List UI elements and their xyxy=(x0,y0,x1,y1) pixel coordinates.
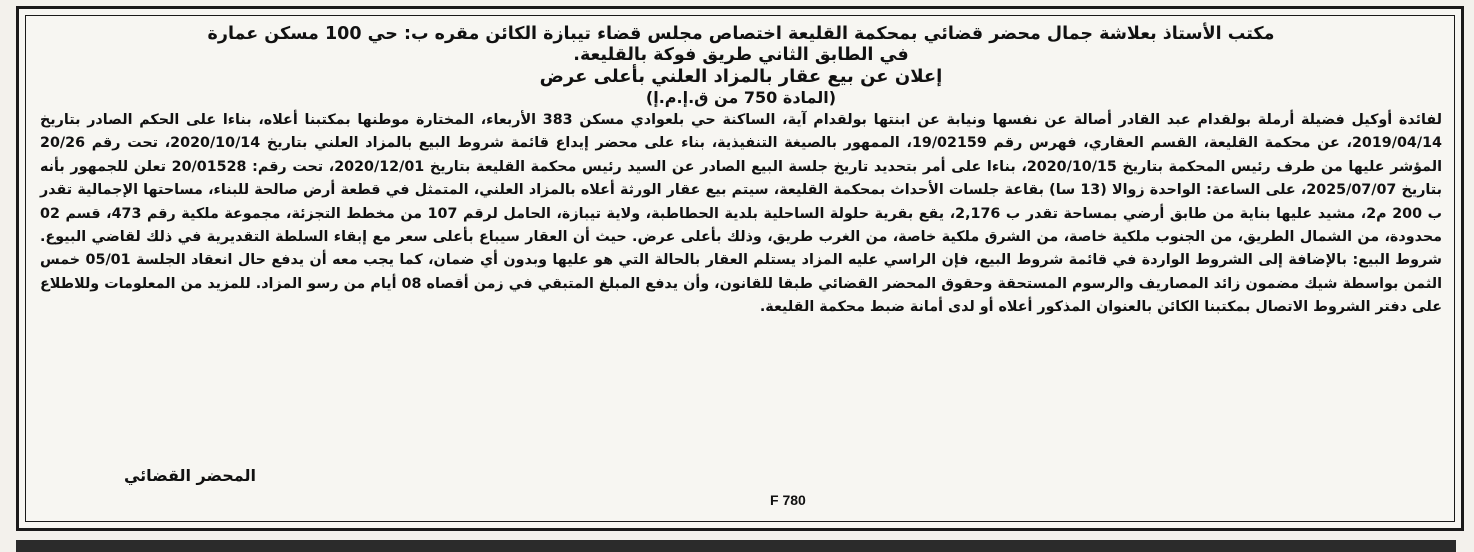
notice-content xyxy=(40,24,1442,513)
notice-title: إعلان عن بيع عقار بالمزاد العلني بأعلى عرض xyxy=(539,66,943,87)
office-address-line1: مكتب الأستاذ بعلاشة جمال محضر قضائي بمحكمة القليعة اختصاص مجلس قضاء تيبازة الكائن مقره ب: حي 100 مسكن عمارة xyxy=(207,24,1275,44)
notice-body: لفائدة أوكيل فضيلة أرملة بولقدام عبد القادر أصالة عن نفسها ونيابة عن ابنتها بولقدام آية، الساكنة حي بلعوادي مسكن 383 الأربعاء، المختارة موطنها بمكتبنا أعلاه، بناءا على الحكم الصادر بتاريخ 2019/04/14، عن محكمة القليعة، القسم العقاري، فهرس رقم 19/02159، الممهور بالصيغة التنفيذية، بناء على محضر إيداع قائمة شروط البيع بالمزاد العلني بتاريخ 2020/10/14، تحت رقم 20/26 المؤشر عليها من طرف رئيس المحكمة بتاريخ 2020/10/15، بناءا على أمر بتحديد تاريخ جلسة البيع الصادر عن السيد رئيس محكمة القليعة بتاريخ 2020/12/01، تحت رقم: 20/01528 تعلن للجمهور بأنه بتاريخ 2025/07/07، على الساعة: الواحدة زوالا (13 سا) بقاعة جلسات الأحداث بمحكمة القليعة، سيتم بيع عقار الورثة أعلاه بالمزاد العلني، المتمثل في قطعة أرض صالحة للبناء، مساحتها الإجمالية تقدر ب 200 م2، مشيد عليها بناية من طابق أرضي بمساحة تقدر ب 2,176، يقع بقرية حلولة الساحلية بلدية الحطاطبة، ولاية تيبازة، الحامل لرقم 107 من مخطط التجزئة، مجموعة ملكية رقم 473، قسم 02 محدودة، من الشمال الطريق، من الجنوب ملكية خاصة، من الشرق ملكية خاصة، من الغرب طريق، وذلك بأعلى عرض. حيث أن العقار سيباع بأعلى سعر مع إبقاء السلطة التقديرية في ذلك لقاضي البيوع. شروط البيع: بالإضافة إلى الشروط الواردة في قائمة شروط البيع، فإن الراسي عليه المزاد يستلم العقار بالحالة التي هو عليها وبدون أي ضمان، كما يجب معه أن يدفع حال انعقاد الجلسة 05/01 خمس الثمن بواسطة شيك مضمون زائد المصاريف والرسوم المستحقة وحقوق المحضر القضائي طبقا للقانون، وأن يدفع المبلغ المتبقي في زمن أقصاه 08 أيام من رسو المزاد. للمزيد من المعلومات وللاطلاع على دفتر الشروط الاتصال بمكتبنا الكائن بالعنوان المذكور أعلاه أو لدى أمانة ضبط محكمة القليعة. xyxy=(40,112,1443,316)
bottom-edge-strip xyxy=(16,540,1456,552)
signature-bailiff: المحضر القضائي xyxy=(123,466,256,485)
office-address-line2: في الطابق الثاني طريق فوكة بالقليعة. xyxy=(573,45,909,65)
notice-header xyxy=(40,24,1442,108)
legal-article: (المادة 750 من ق.إ.م.إ) xyxy=(645,88,837,107)
notice-inner-border xyxy=(25,15,1455,522)
reference-code: F 780 xyxy=(770,492,806,508)
notice-frame xyxy=(16,6,1464,531)
